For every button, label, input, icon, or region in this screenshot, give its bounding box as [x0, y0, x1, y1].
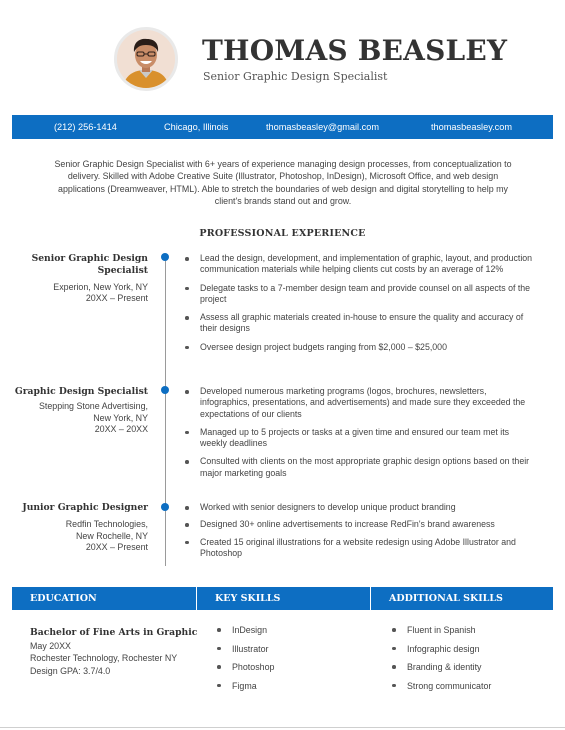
list-item: Illustrator	[216, 643, 274, 662]
key-skills-list	[216, 624, 274, 698]
timeline-line	[165, 257, 166, 566]
job-info	[15, 386, 148, 436]
gpa: Design GPA: 3.7/4.0	[30, 665, 111, 676]
list-item: InDesign	[216, 624, 274, 643]
list-item: Infographic design	[391, 643, 491, 662]
job-bullets	[184, 502, 534, 559]
job-title: Senior Graphic Design Specialist	[31, 253, 148, 277]
footer-divider	[0, 727, 565, 728]
job-bullets	[184, 386, 534, 479]
candidate-name: THOMAS BEASLEY	[202, 34, 508, 67]
timeline-dot	[161, 386, 169, 394]
person-icon	[117, 30, 175, 88]
summary-paragraph: Senior Graphic Design Specialist with 6+ years of experience managing design processes, from conceptualization to delivery. Skilled with Adobe Creative Suite (Illustrator, Photoshop, InDesign), Microsoft Office, and web design applications (Dreamweaver, HTML). Able to stretch the boundaries of web design and digital storytelling to help my client's brands stand out and grow.	[54, 159, 512, 207]
additional-skills-heading: ADDITIONAL SKILLS	[371, 587, 553, 610]
contact-website[interactable]: thomasbeasley.com	[431, 122, 513, 132]
contact-email[interactable]: thomasbeasley@gmail.com	[266, 122, 379, 132]
education-heading: EDUCATION	[12, 587, 196, 610]
timeline-dot	[161, 253, 169, 261]
job-bullets	[184, 253, 534, 353]
list-item: Developed numerous marketing programs (logos, brochures, newsletters, infographics, presentations, and advertisements) and made sure they exceeded the expectations of our clients	[184, 386, 534, 420]
profile-photo	[114, 27, 178, 91]
timeline-dot	[161, 503, 169, 511]
job-info	[32, 253, 148, 305]
list-item: Managed up to 5 projects or tasks at a given time and ensured our team met its weekly deadlines	[184, 427, 534, 450]
experience-heading: PROFESSIONAL EXPERIENCE	[199, 228, 366, 239]
job-meta: Experion, New York, NY 20XX – Present	[53, 281, 148, 304]
contact-phone: (212) 256-1414	[54, 122, 117, 132]
list-item: Fluent in Spanish	[391, 624, 491, 643]
list-item: Figma	[216, 680, 274, 699]
education-section	[30, 627, 197, 677]
list-item: Created 15 original illustrations for a website redesign using Adobe Illustrator and Photoshop	[184, 537, 534, 560]
list-item: Worked with senior designers to develop unique product branding	[184, 502, 534, 513]
job-meta: Redfin Technologies, New Rochelle, NY 20XX – Present	[65, 519, 148, 553]
list-item: Photoshop	[216, 661, 274, 680]
job-title: Graphic Design Specialist	[14, 386, 148, 397]
list-item: Oversee design project budgets ranging from $2,000 – $25,000	[184, 342, 534, 353]
list-item: Assess all graphic materials created in-house to ensure the quality and accuracy of their designs	[184, 312, 534, 335]
job-info	[22, 502, 148, 554]
degree: Bachelor of Fine Arts in Graphic	[30, 627, 198, 638]
education-date: May 20XX	[30, 641, 71, 652]
list-item: Branding & identity	[391, 661, 491, 680]
contact-bar	[12, 115, 553, 139]
list-item: Delegate tasks to a 7-member design team and provide counsel on all aspects of the project	[184, 283, 534, 306]
list-item: Consulted with clients on the most appropriate graphic design options based on their major marketing goals	[184, 456, 534, 479]
job-title: Junior Graphic Designer	[22, 502, 148, 513]
key-skills-heading: KEY SKILLS	[197, 587, 370, 610]
job-meta: Stepping Stone Advertising, New York, NY 20XX – 20XX	[38, 401, 148, 435]
list-item: Strong communicator	[391, 680, 491, 699]
additional-skills-list	[391, 624, 491, 698]
list-item: Designed 30+ online advertisements to increase RedFin's brand awareness	[184, 519, 534, 530]
school: Rochester Technology, Rochester NY	[30, 653, 178, 664]
list-item: Lead the design, development, and implementation of graphic, layout, and production communication materials while helping clients cut costs by an average of 12%	[184, 253, 534, 276]
candidate-title: Senior Graphic Design Specialist	[203, 70, 388, 83]
contact-location: Chicago, Illinois	[164, 122, 229, 132]
